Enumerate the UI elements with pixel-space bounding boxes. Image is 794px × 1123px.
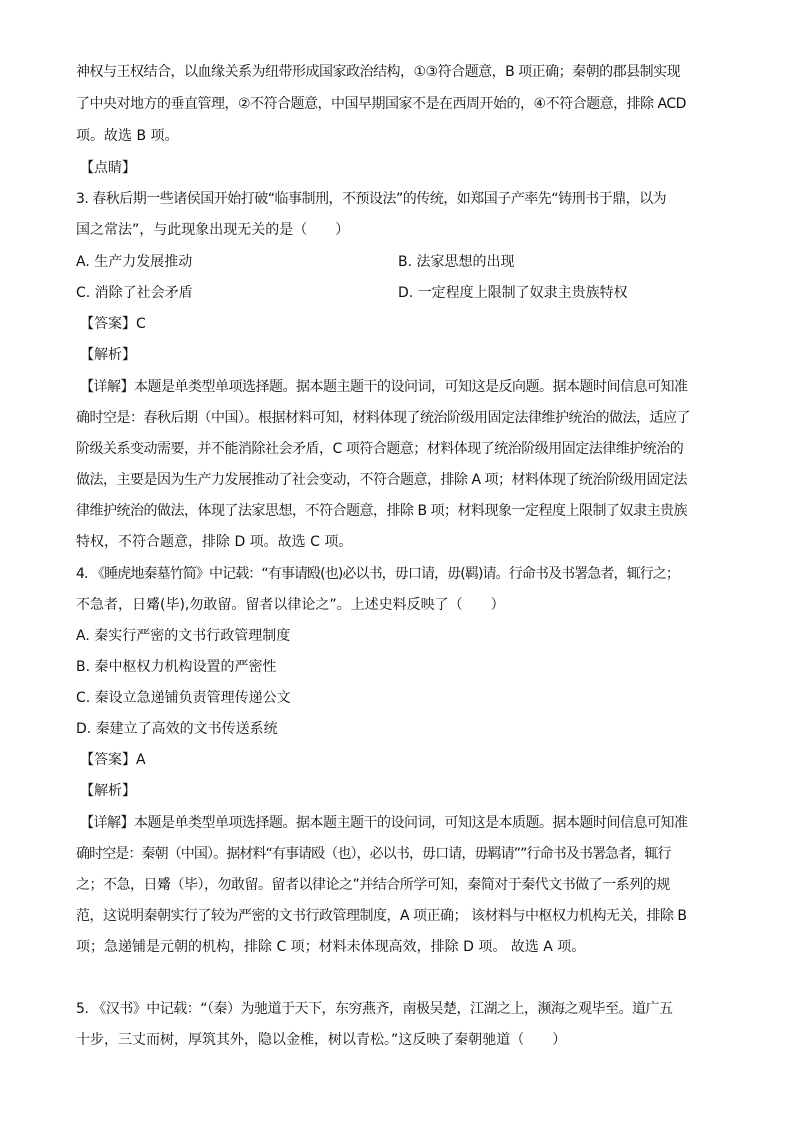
- prev-analysis-line-3: 项。故选 B 项。: [76, 128, 179, 144]
- q4-option-b: B. 秦中枢权力机构设置的严密性: [76, 659, 277, 675]
- q3-stem-line-1: 3. 春秋后期一些诸侯国开始打破“临事制刑，不预设法”的传统，如郑国子产率先“铸刑书于鼎，以为: [76, 191, 667, 207]
- q4-stem-line-2: 不急者，日觱(毕),勿敢留。留者以律论之”。上述史料反映了（ ）: [76, 597, 505, 613]
- q4-option-a: A. 秦实行严密的文书行政管理制度: [76, 628, 291, 644]
- q3-analysis-tag: 【解析】: [80, 347, 136, 363]
- q4-detail-line-5: 项；急递铺是元朝的机构，排除 C 项；材料未体现高效，排除 D 项。 故选 A 项。: [76, 939, 586, 955]
- q4-analysis-tag: 【解析】: [80, 783, 136, 799]
- q4-detail-line-3: 之；不急，日觱（毕），勿敢留。留者以律论之”并结合所学可知，秦简对于秦代文书做了一系列的规: [76, 877, 670, 893]
- dianjing-tag: 【点睛】: [80, 160, 136, 176]
- q3-option-a: A. 生产力发展推动: [76, 254, 193, 270]
- q3-detail-line-3: 阶级关系变动需要，并不能消除社会矛盾，C 项符合题意；材料体现了统治阶级用固定法律维护统治的: [76, 441, 684, 457]
- q3-detail-line-1: 【详解】本题是单类型单项选择题。据本题主题干的设问词，可知这是反向题。据本题时间信息可知准: [80, 379, 688, 395]
- q4-option-c: C. 秦设立急递铺负责管理传递公文: [76, 690, 291, 706]
- q3-option-c: C. 消除了社会矛盾: [76, 285, 193, 301]
- q3-answer: 【答案】C: [80, 316, 146, 332]
- q3-detail-line-2: 确时空是：春秋后期（中国）。根据材料可知，材料体现了统治阶级用固定法律维护统治的做法，适应了: [76, 410, 690, 426]
- q3-detail-line-6: 特权，不符合题意，排除 D 项。故选 C 项。: [76, 534, 353, 550]
- q3-detail-line-4: 做法，主要是因为生产力发展推动了社会变动，不符合题意，排除 A 项；材料体现了统治阶级用固定法: [76, 472, 687, 488]
- q5-stem-line-2: 十步，三丈而树，厚筑其外，隐以金椎，树以青松。”这反映了秦朝驰道（ ）: [76, 1032, 567, 1048]
- prev-analysis-line-1: 神权与王权结合，以血缘关系为纽带形成国家政治结构，①③符合题意，B 项正确；秦朝的郡县制实现: [76, 64, 681, 80]
- q4-answer: 【答案】A: [80, 752, 146, 768]
- q4-detail-line-1: 【详解】本题是单类型单项选择题。据本题主题干的设问词，可知这是本质题。据本题时间信息可知准: [80, 815, 688, 831]
- q3-option-d: D. 一定程度上限制了奴隶主贵族特权: [398, 285, 628, 301]
- q4-detail-line-4: 范，这说明秦朝实行了较为严密的文书行政管理制度，A 项正确； 该材料与中枢权力机构无关，排除 B: [76, 908, 687, 924]
- q5-stem-line-1: 5. 《汉书》中记载：“（秦）为驰道于天下，东穷燕齐，南极吴楚，江湖之上，濒海之观毕至。道广五: [76, 1001, 673, 1017]
- q3-detail-line-5: 律维护统治的做法，体现了法家思想，不符合题意，排除 B 项；材料现象一定程度上限制了奴隶主贵族: [76, 503, 688, 519]
- q4-detail-line-2: 确时空是：秦朝（中国）。据材料“有事请殴（也），必以书，毋口请，毋羁请””行命书及书署急者，辄行: [76, 846, 671, 862]
- prev-analysis-line-2: 了中央对地方的垂直管理，②不符合题意，中国早期国家不是在西周开始的，④不符合题意，排除 ACD: [76, 96, 686, 112]
- q3-option-b: B. 法家思想的出现: [398, 254, 515, 270]
- q4-option-d: D. 秦建立了高效的文书传送系统: [76, 721, 278, 737]
- q3-stem-line-2: 国之常法”，与此现象出现无关的是（ ）: [76, 222, 350, 238]
- q4-stem-line-1: 4. 《睡虎地秦墓竹简》中记载：“有事请殹(也)必以书，毋口请，毋(羁)请。行命书及书署急者，辄行之；: [76, 566, 680, 582]
